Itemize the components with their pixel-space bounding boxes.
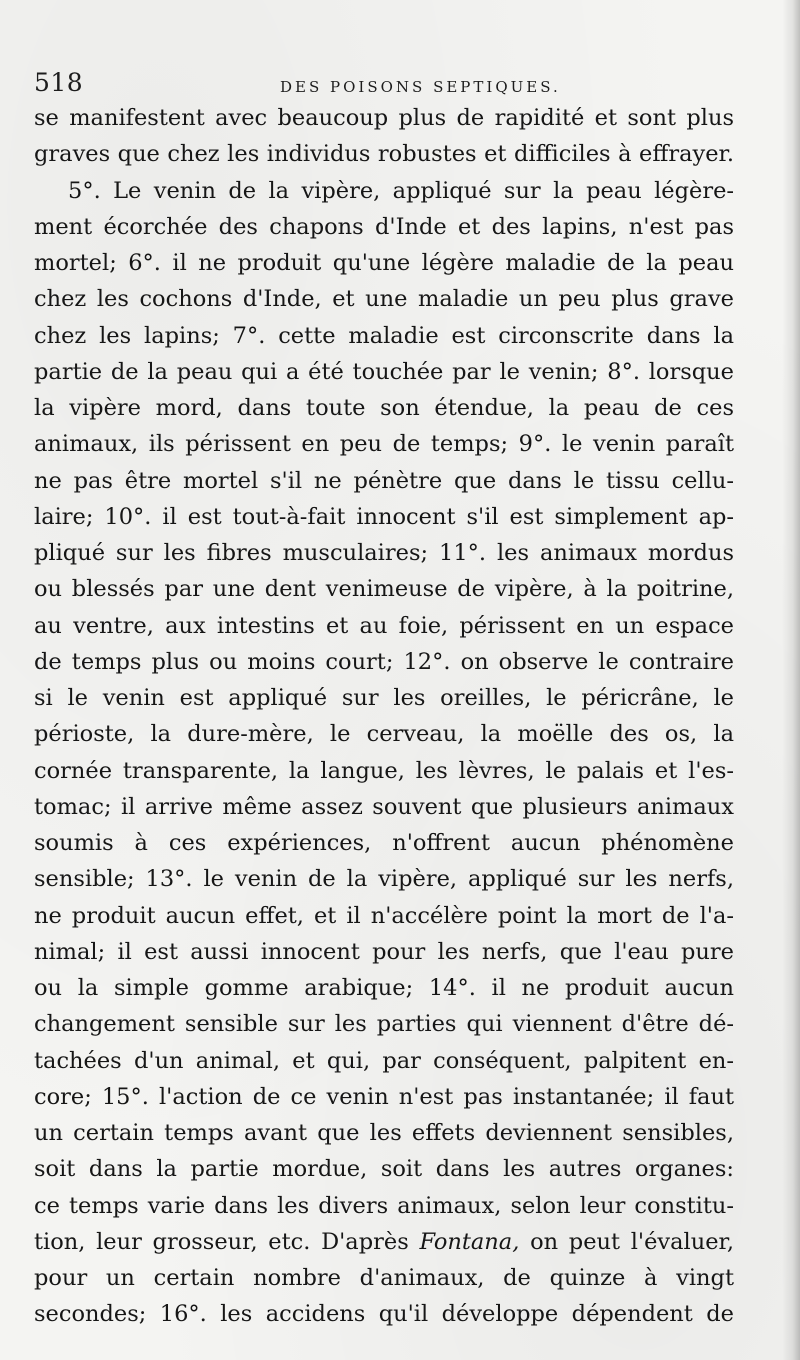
text-line: animaux, ils périssent en peu de temps; 9°. le venin paraît (34, 431, 734, 458)
text-line: changement sensible sur les parties qui viennent d'être dé- (34, 1011, 734, 1038)
text-line: sensible; 13°. le venin de la vipère, appliqué sur les nerfs, (34, 866, 734, 893)
text-line: ou la simple gomme arabique; 14°. il ne produit aucun (34, 975, 734, 1001)
text-line: au ventre, aux intestins et au foie, périssent en un espace (34, 612, 734, 639)
text-line: ne pas être mortel s'il ne pénètre que dans le tissu cellu- (34, 467, 734, 494)
text-line: cornée transparente, la langue, les lèvres, le palais et l'es- (34, 757, 734, 784)
text-line: graves que chez les individus robustes et difficiles à effrayer. (34, 141, 734, 168)
text-segment: on peut l'évaluer, (530, 1228, 734, 1255)
text-segment: tion, leur grosseur, etc. D'après (34, 1228, 409, 1255)
text-line: pour un certain nombre d'animaux, de quinze à vingt (34, 1265, 734, 1291)
page-edge-shadow (782, 0, 800, 1360)
text-line: périoste, la dure-mère, le cerveau, la moëlle des os, la (34, 721, 734, 748)
body-text (34, 100, 734, 1333)
text-line: la vipère mord, dans toute son étendue, la peau de ces (34, 395, 734, 421)
text-line: chez les cochons d'Inde, et une maladie un peu plus grave (34, 286, 734, 313)
text-line-with-italic (34, 1224, 734, 1260)
running-head: DES POISONS SEPTIQUES. (280, 78, 561, 96)
text-line: ou blessés par une dent venimeuse de vipère, à la poitrine, (34, 576, 734, 603)
text-line: soumis à ces expériences, n'offrent aucun phénomène (34, 830, 734, 856)
text-line: soit dans la partie mordue, soit dans les autres organes: (34, 1156, 734, 1183)
text-line: ne produit aucun effet, et il n'accélère point la mort de l'a- (34, 902, 734, 929)
text-line: 5°. Le venin de la vipère, appliqué sur la peau légère- (68, 177, 734, 204)
text-line: ment écorchée des chapons d'Inde et des lapins, n'est pas (34, 213, 734, 240)
text-line: de temps plus ou moins court; 12°. on observe le contraire (34, 648, 734, 675)
text-line: chez les lapins; 7°. cette maladie est circonscrite dans la (34, 322, 734, 349)
text-line: pliqué sur les fibres musculaires; 11°. les animaux mordus (34, 540, 734, 566)
text-line: tachées d'un animal, et qui, par conséquent, palpitent en- (34, 1047, 734, 1074)
text-line: si le venin est appliqué sur les oreilles, le péricrâne, le (34, 685, 734, 711)
text-line: ce temps varie dans les divers animaux, selon leur constitu- (34, 1192, 734, 1219)
text-line: laire; 10°. il est tout-à-fait innocent s'il est simplement ap- (34, 503, 734, 530)
text-line: partie de la peau qui a été touchée par le venin; 8°. lorsque (34, 358, 734, 385)
text-line: nimal; il est aussi innocent pour les nerfs, que l'eau pure (34, 938, 734, 965)
author-name-italic: Fontana, (419, 1228, 520, 1255)
text-line: tomac; il arrive même assez souvent que plusieurs animaux (34, 793, 734, 820)
page-number: 518 (34, 68, 84, 97)
text-line: secondes; 16°. les accidens qu'il développe dépendent de (34, 1301, 734, 1328)
text-line: un certain temps avant que les effets deviennent sensibles, (34, 1120, 734, 1146)
text-line: mortel; 6°. il ne produit qu'une légère maladie de la peau (34, 250, 734, 276)
text-line: core; 15°. l'action de ce venin n'est pas instantanée; il faut (34, 1083, 734, 1110)
text-line: se manifestent avec beaucoup plus de rapidité et sont plus (34, 105, 734, 131)
